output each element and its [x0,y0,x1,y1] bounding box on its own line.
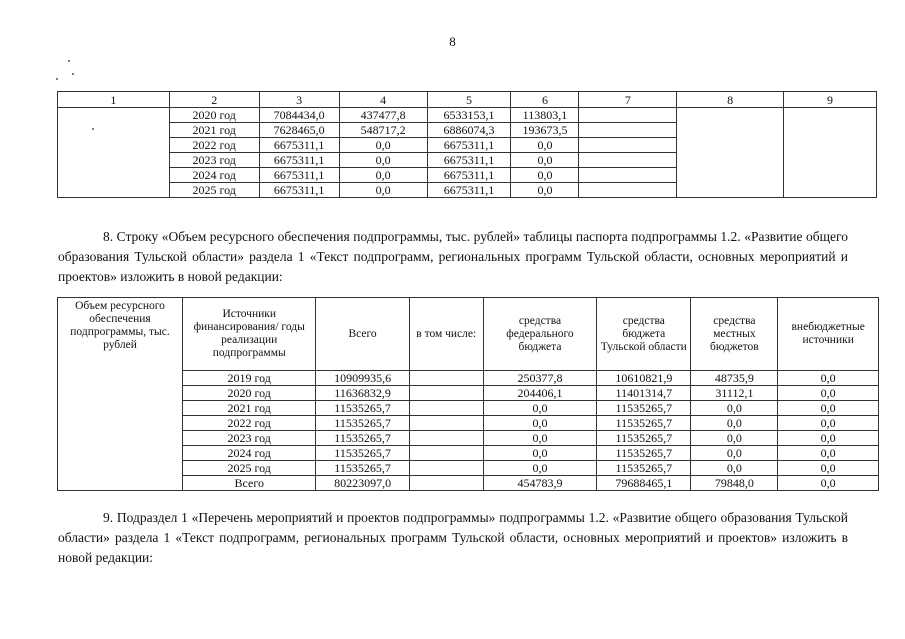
column-header: Источники финансирования/ годы реализации подпрограммы [183,298,316,371]
column-number: 5 [427,92,511,108]
column-header: средства местных бюджетов [691,298,778,371]
table-row [58,108,877,123]
table-cell: 11535265,7 [316,461,409,476]
empty-cell [677,108,784,198]
column-number: 6 [511,92,579,108]
table-cell: 6675311,1 [259,138,339,153]
table-cell: 0,0 [778,401,879,416]
table-cell: 6675311,1 [427,153,511,168]
table-cell: 2021 год [169,123,259,138]
table-cell: 6675311,1 [427,183,511,198]
column-number: 8 [677,92,784,108]
table-cell: 11535265,7 [316,401,409,416]
table-cell: 6675311,1 [427,168,511,183]
empty-cell [579,183,677,198]
table-cell: 2022 год [183,416,316,431]
table-cell: 2025 год [183,461,316,476]
table-cell: 0,0 [691,446,778,461]
table-cell: 0,0 [778,446,879,461]
empty-cell [579,153,677,168]
table-cell: 6675311,1 [259,153,339,168]
table-cell: 6675311,1 [259,183,339,198]
scan-speck [56,78,58,80]
table-cell: 0,0 [778,371,879,386]
funding-table-continued [57,91,877,198]
column-number: 1 [58,92,170,108]
table-cell: 11535265,7 [597,431,691,446]
table-cell: 0,0 [511,183,579,198]
column-number: 3 [259,92,339,108]
table-cell: 31112,1 [691,386,778,401]
empty-cell [58,108,170,198]
column-header: внебюджетные источники [778,298,879,371]
table-cell [409,371,483,386]
table-cell [409,401,483,416]
table-cell: 454783,9 [483,476,596,491]
column-header: в том числе: [409,298,483,371]
table-cell [409,386,483,401]
table-cell: 0,0 [778,461,879,476]
table-cell [409,446,483,461]
table-cell: 6886074,3 [427,123,511,138]
row-label-cell: Объем ресурсного обеспечения подпрограммы, тыс. рублей [58,298,183,491]
table-cell: 204406,1 [483,386,596,401]
paragraph-8: 8. Строку «Объем ресурсного обеспечения подпрограммы, тыс. рублей» таблицы паспорта подпрограммы 1.2. «Развитие общего образования Тульской области» раздела 1 «Текст подпрограмм, региональных программ Тульской области, основных мероприятий и проектов» изложить в новой редакции: [58,229,848,284]
table-cell: 6675311,1 [259,168,339,183]
scan-speck [72,73,74,75]
table-cell: 11535265,7 [597,461,691,476]
table-cell: 0,0 [483,461,596,476]
table-cell: 11535265,7 [597,446,691,461]
table-cell: 0,0 [691,401,778,416]
table-cell: 250377,8 [483,371,596,386]
table-cell: 11535265,7 [597,416,691,431]
table-cell: 0,0 [339,153,427,168]
table-cell: 11535265,7 [597,401,691,416]
table-cell [409,416,483,431]
table-cell: 2023 год [169,153,259,168]
paragraph-9: 9. Подраздел 1 «Перечень мероприятий и проектов подпрограммы» подпрограммы 1.2. «Развитие общего образования Тульской области» раздела 1 «Текст подпрограмм, региональных программ Тульской области, основных мероприятий и проектов» изложить в новой редакции: [58,510,848,565]
table-cell: 0,0 [339,168,427,183]
table-cell: 0,0 [511,153,579,168]
table-cell: 6675311,1 [427,138,511,153]
table-cell: 2024 год [169,168,259,183]
table-cell: 11535265,7 [316,416,409,431]
column-header: Всего [316,298,409,371]
table-cell: 48735,9 [691,371,778,386]
table-cell: 0,0 [691,431,778,446]
table-cell: 548717,2 [339,123,427,138]
table-cell: 113803,1 [511,108,579,123]
table-cell: 2022 год [169,138,259,153]
table-cell: 2025 год [169,183,259,198]
table-cell: 0,0 [511,138,579,153]
table-cell: 0,0 [778,386,879,401]
column-header: средства федерального бюджета [483,298,596,371]
table-cell: 0,0 [483,431,596,446]
table-cell: 11535265,7 [316,446,409,461]
resource-provision-table [57,297,879,491]
table-cell: 0,0 [483,446,596,461]
table-cell: 0,0 [778,431,879,446]
column-header: средства бюджета Тульской области [597,298,691,371]
table-cell: Всего [183,476,316,491]
table-cell: 0,0 [483,416,596,431]
table-cell: 0,0 [691,461,778,476]
empty-cell [784,108,877,198]
page-number: 8 [449,34,456,49]
scan-speck [68,60,70,62]
table-cell: 0,0 [483,401,596,416]
column-number: 9 [784,92,877,108]
table-header-row [58,298,879,371]
column-number: 7 [579,92,677,108]
table-cell: 10610821,9 [597,371,691,386]
table-cell: 437477,8 [339,108,427,123]
table-cell [409,476,483,491]
table-cell [409,431,483,446]
column-number: 2 [169,92,259,108]
table-cell: 193673,5 [511,123,579,138]
table-cell: 11401314,7 [597,386,691,401]
table-cell: 79688465,1 [597,476,691,491]
table-cell: 6533153,1 [427,108,511,123]
table-cell: 11636832,9 [316,386,409,401]
table-cell: 2019 год [183,371,316,386]
table-cell: 0,0 [339,183,427,198]
column-number: 4 [339,92,427,108]
table-cell: 0,0 [511,168,579,183]
table-cell: 2020 год [183,386,316,401]
table-cell: 2023 год [183,431,316,446]
table-cell: 2021 год [183,401,316,416]
table-cell: 80223097,0 [316,476,409,491]
empty-cell [579,138,677,153]
empty-cell [579,168,677,183]
table-cell: 0,0 [778,476,879,491]
table-cell: 0,0 [778,416,879,431]
empty-cell [579,108,677,123]
table-cell: 7084434,0 [259,108,339,123]
table-cell: 0,0 [339,138,427,153]
table-cell [409,461,483,476]
table-header-row [58,92,877,108]
table-cell: 11535265,7 [316,431,409,446]
table-cell: 0,0 [691,416,778,431]
table-cell: 7628465,0 [259,123,339,138]
table-cell: 2024 год [183,446,316,461]
empty-cell [579,123,677,138]
table-cell: 10909935,6 [316,371,409,386]
table-cell: 2020 год [169,108,259,123]
table-cell: 79848,0 [691,476,778,491]
